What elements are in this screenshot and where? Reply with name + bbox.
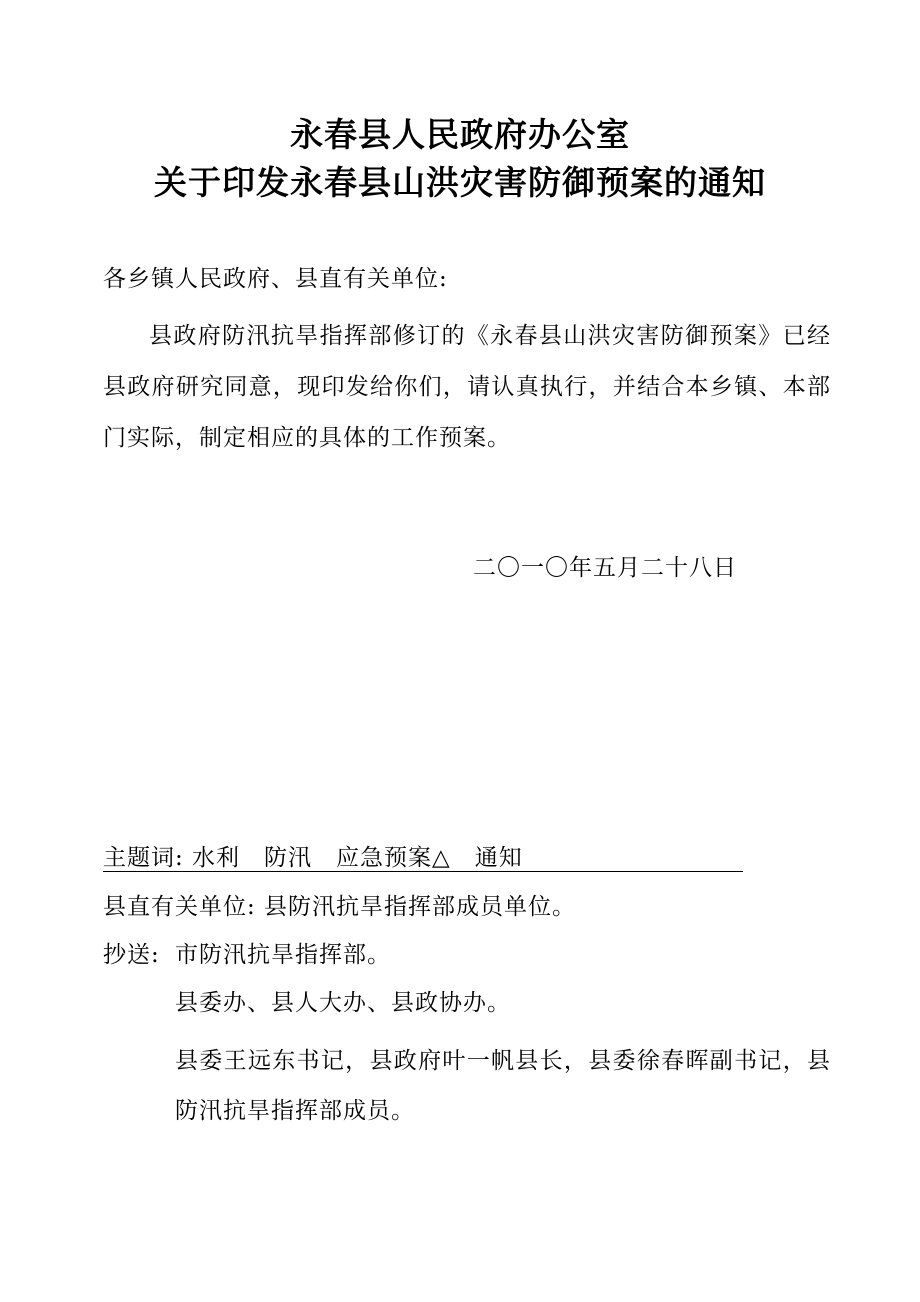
document-title-line1: 永春县人民政府办公室: [290, 115, 630, 154]
subject-words: 主题词: 水利 防汛 应急预案△ 通知: [103, 845, 523, 871]
subject-words-line: [103, 843, 743, 872]
document-title-line2: 关于印发永春县山洪灾害防御预案的通知: [154, 163, 766, 202]
issue-date: 二〇一〇年五月二十八日: [473, 555, 737, 581]
cc-label: 抄送:: [103, 942, 160, 968]
cc-recipient-2: 县委办、县人大办、县政协办。: [175, 990, 511, 1016]
county-units-recipients: 县直有关单位: 县防汛抗旱指挥部成员单位。: [103, 894, 577, 920]
salutation: 各乡镇人民政府、县直有关单位:: [103, 266, 448, 292]
cc-recipient-1: 市防汛抗旱指挥部。: [175, 942, 391, 968]
body-paragraph: 县政府防汛抗旱指挥部修订的《永春县山洪灾害防御预案》已经县政府研究同意，现印发给你们，请认真执行，并结合本乡镇、本部门实际，制定相应的具体的工作预案。: [103, 323, 831, 451]
cc-recipient-3: 县委王远东书记，县政府叶一帆县长，县委徐春晖副书记，县防汛抗旱指挥部成员。: [175, 1048, 831, 1124]
